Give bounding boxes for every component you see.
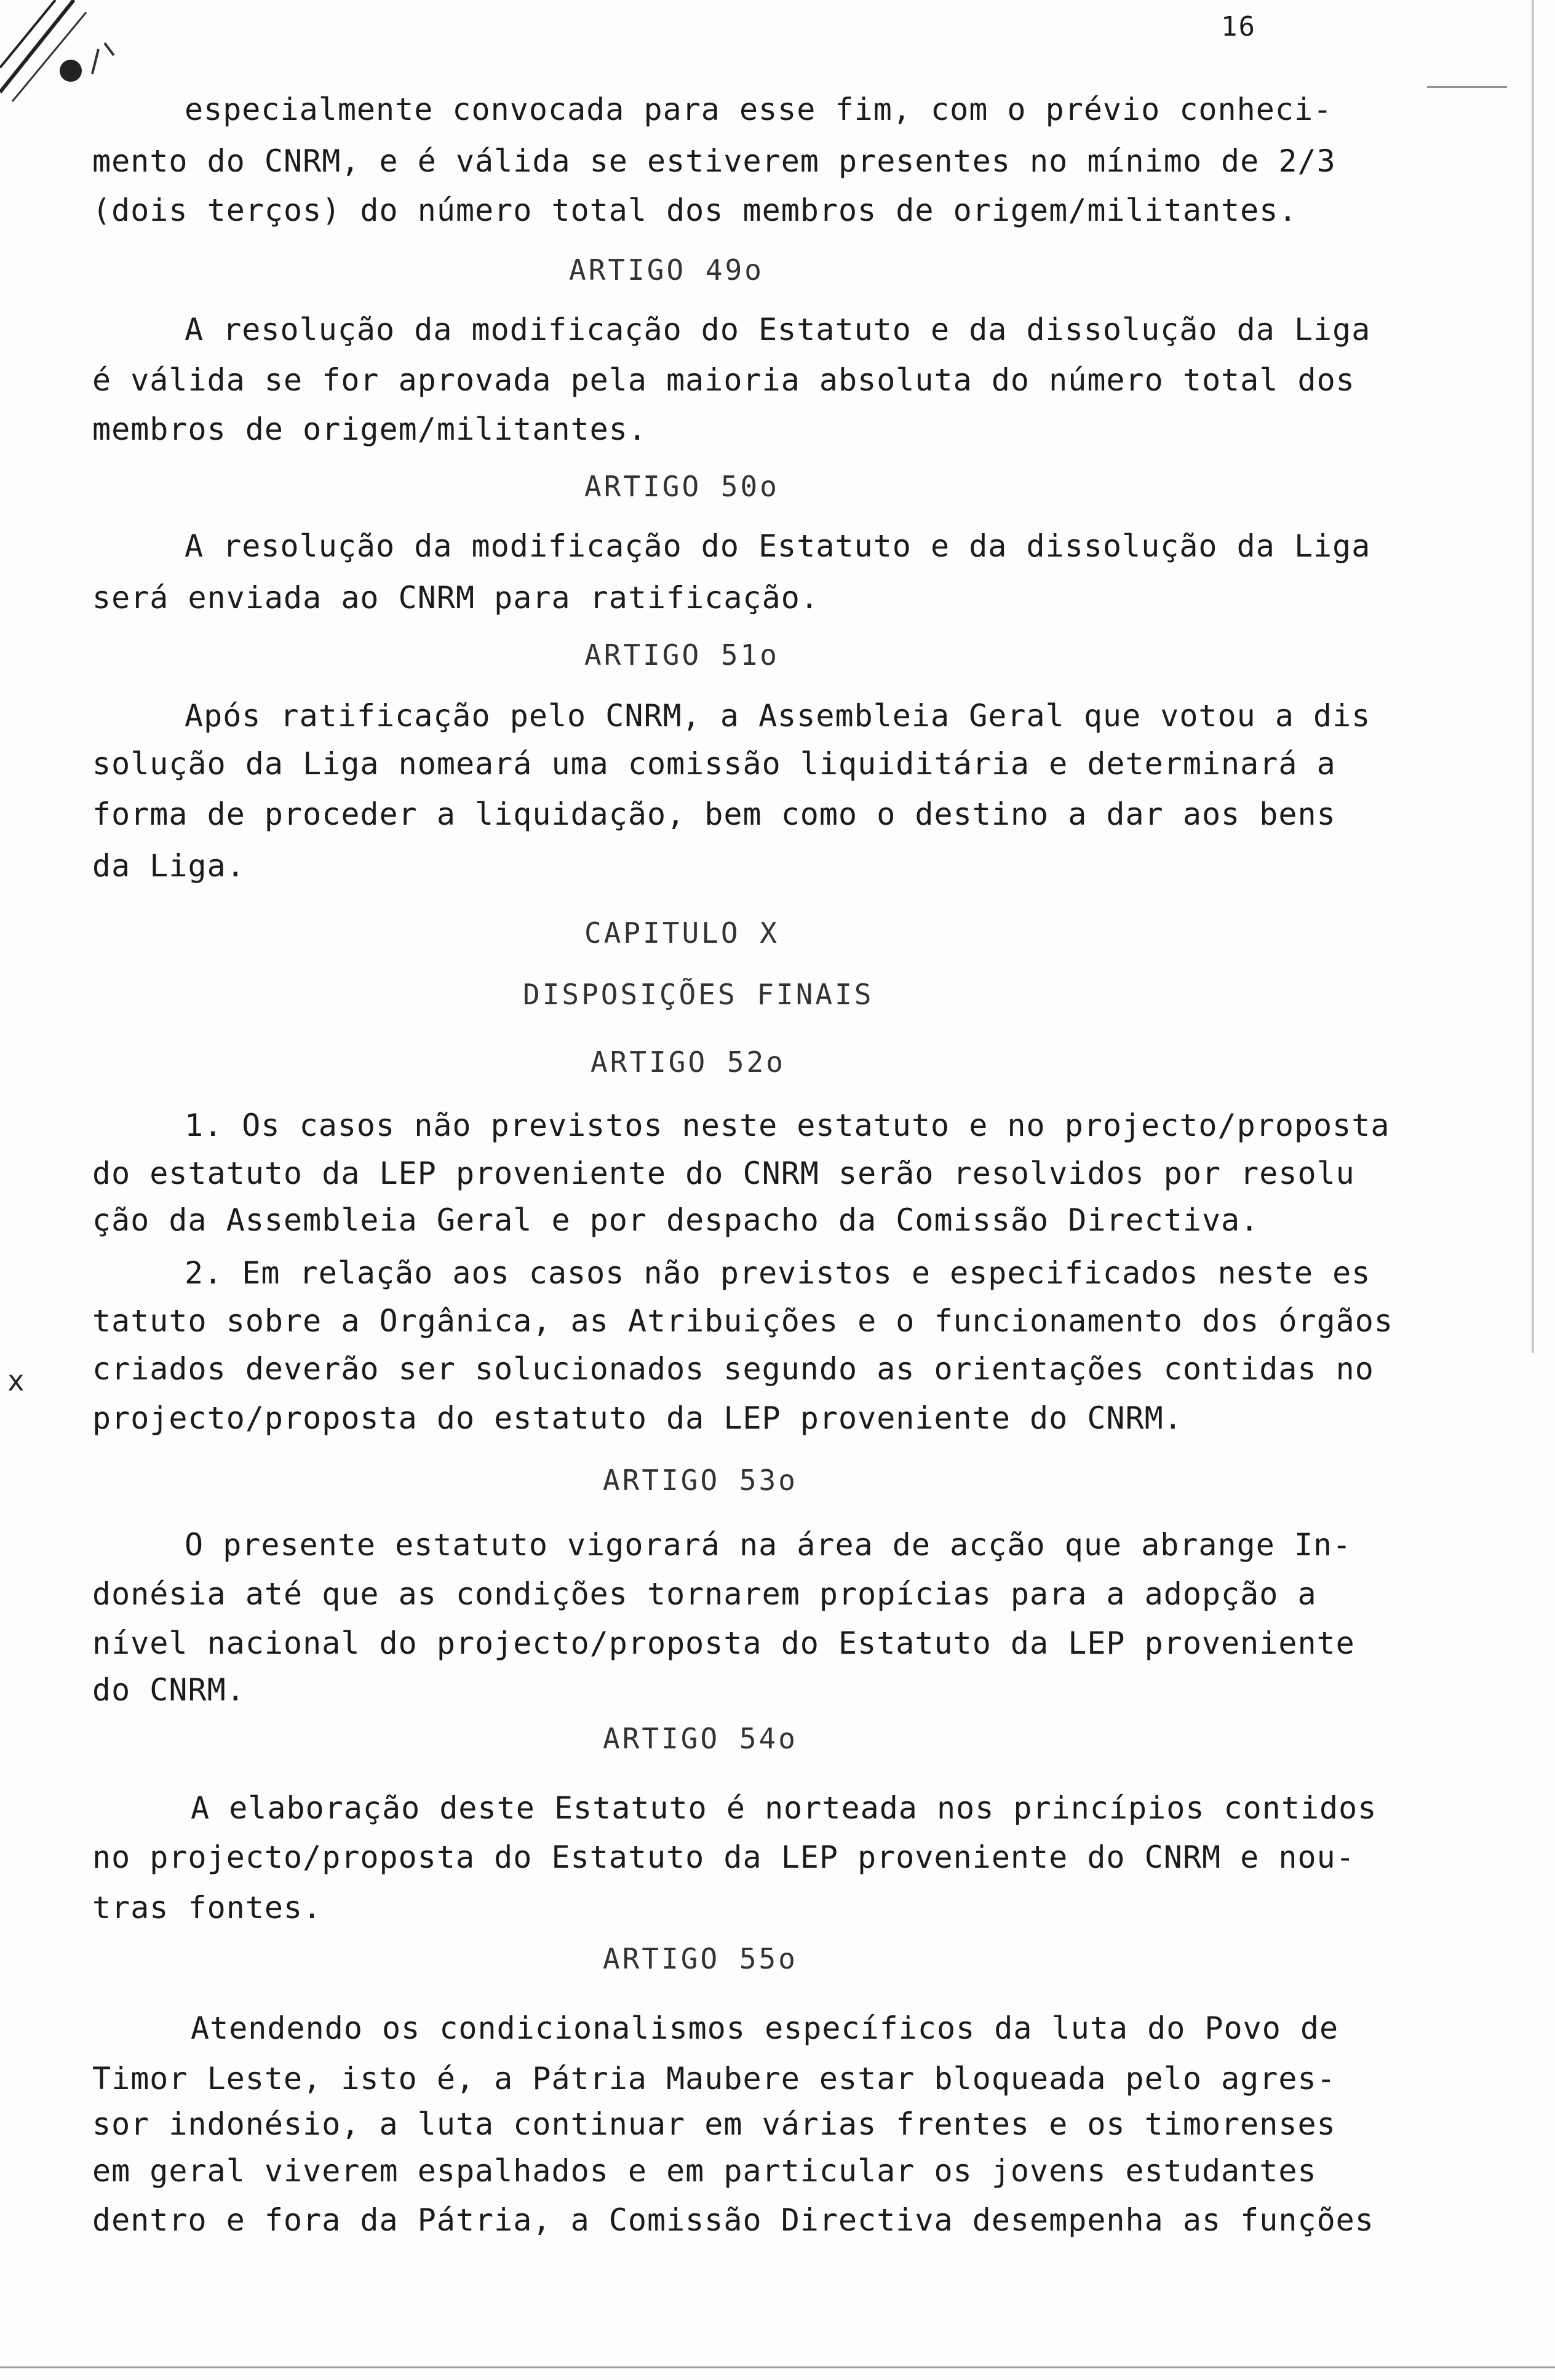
margin-x-mark: x xyxy=(7,1364,25,1397)
paragraph-line: A elaboração deste Estatuto é norteada nos princípios contidos xyxy=(191,1790,1377,1826)
paragraph-line: A resolução da modificação do Estatuto e da dissolução da Liga xyxy=(185,312,1371,347)
paragraph-line: dentro e fora da Pátria, a Comissão Directiva desempenha as funções xyxy=(92,2202,1374,2238)
paragraph-line: no projecto/proposta do Estatuto da LEP proveniente do CNRM e nou- xyxy=(92,1839,1355,1875)
paragraph-line: (dois terços) do número total dos membros de origem/militantes. xyxy=(92,192,1298,228)
page-number: 16 xyxy=(1221,11,1256,42)
paragraph-line: tras fontes. xyxy=(92,1890,322,1926)
paragraph-line: nível nacional do projecto/proposta do Estatuto da LEP proveniente xyxy=(92,1625,1355,1661)
paragraph-line: da Liga. xyxy=(92,848,245,884)
article-heading: ARTIGO 54o xyxy=(603,1722,798,1755)
article-heading: ARTIGO 49o xyxy=(569,253,764,287)
paragraph-line: mento do CNRM, e é válida se estiverem presentes no mínimo de 2/3 xyxy=(92,143,1336,179)
paragraph-line: tatuto sobre a Orgânica, as Atribuições e o funcionamento dos órgãos xyxy=(92,1303,1393,1339)
paragraph-line: O presente estatuto vigorará na área de acção que abrange In- xyxy=(185,1527,1352,1563)
paragraph-line: sor indonésio, a luta continuar em várias frentes e os timorenses xyxy=(92,2106,1336,2142)
paragraph-line: A resolução da modificação do Estatuto e da dissolução da Liga xyxy=(185,528,1371,564)
paragraph-line: Atendendo os condicionalismos específicos da luta do Povo de xyxy=(191,2010,1339,2046)
scan-corner-mark xyxy=(0,0,135,111)
paragraph-line: é válida se for aprovada pela maioria absoluta do número total dos xyxy=(92,362,1355,398)
paragraph-line: do estatuto da LEP proveniente do CNRM serão resolvidos por resolu xyxy=(92,1156,1355,1191)
chapter-heading: CAPITULO X xyxy=(584,916,779,950)
paragraph-line: 1. Os casos não previstos neste estatuto e no projecto/proposta xyxy=(185,1108,1390,1143)
chapter-title: DISPOSIÇÕES FINAIS xyxy=(523,978,874,1011)
article-heading: ARTIGO 51o xyxy=(584,638,779,672)
article-heading: ARTIGO 53o xyxy=(603,1464,798,1497)
scan-top-right-dash xyxy=(1427,86,1507,88)
scan-right-edge xyxy=(1532,0,1534,1353)
article-heading: ARTIGO 52o xyxy=(591,1045,785,1079)
paragraph-line: do CNRM. xyxy=(92,1672,245,1708)
paragraph-line: criados deverão ser solucionados segundo as orientações contidas no xyxy=(92,1351,1374,1387)
paragraph-line: ção da Assembleia Geral e por despacho da Comissão Directiva. xyxy=(92,1202,1260,1238)
article-heading: ARTIGO 55o xyxy=(603,1942,798,1975)
paragraph-line: forma de proceder a liquidação, bem como o destino a dar aos bens xyxy=(92,796,1336,832)
paragraph-line: especialmente convocada para esse fim, com o prévio conheci- xyxy=(185,92,1333,127)
paragraph-line: Timor Leste, isto é, a Pátria Maubere estar bloqueada pelo agres- xyxy=(92,2061,1336,2096)
paragraph-line: Após ratificação pelo CNRM, a Assembleia Geral que votou a dis xyxy=(185,698,1371,734)
paragraph-line: 2. Em relação aos casos não previstos e especificados neste es xyxy=(185,1255,1371,1291)
paragraph-line: donésia até que as condições tornarem propícias para a adopção a xyxy=(92,1576,1317,1612)
paragraph-line: será enviada ao CNRM para ratificação. xyxy=(92,580,819,616)
paragraph-line: em geral viverem espalhados e em particular os jovens estudantes xyxy=(92,2153,1317,2189)
article-heading: ARTIGO 50o xyxy=(584,470,779,503)
paragraph-line: membros de origem/militantes. xyxy=(92,411,647,447)
scan-bottom-edge xyxy=(0,2366,1555,2368)
paragraph-line: solução da Liga nomeará uma comissão liquiditária e determinará a xyxy=(92,746,1336,782)
paragraph-line: projecto/proposta do estatuto da LEP proveniente do CNRM. xyxy=(92,1400,1183,1436)
